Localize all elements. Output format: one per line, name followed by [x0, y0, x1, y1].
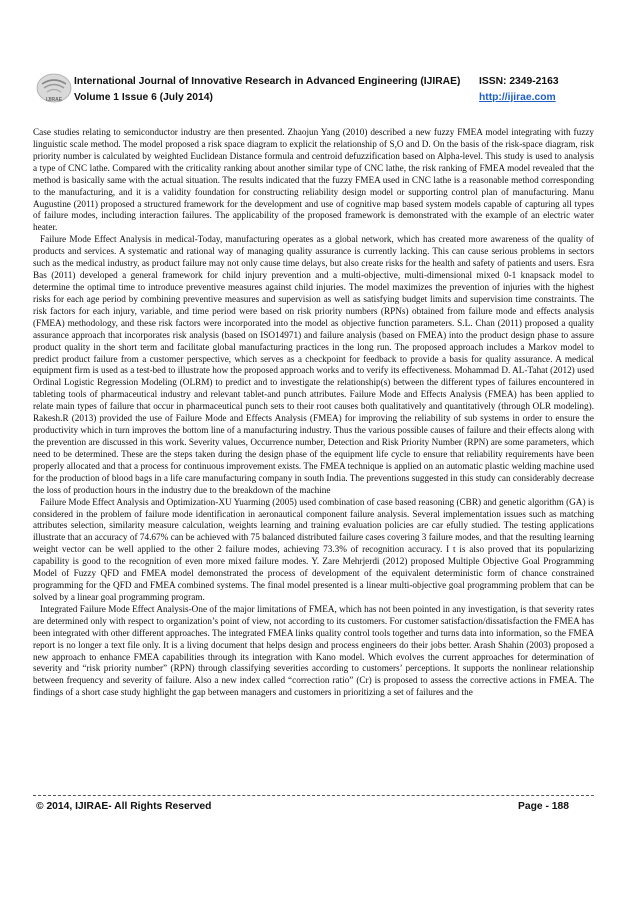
- body-paragraph-2: Failure Mode Effect Analysis in medical-Today, manufacturing operates as a global network, which has created more awareness of the quality of products and services. A systematic and rational way of managing quality assurance is currently lacking. This can cause serious problems in sectors such as the medical industry, as product failure may not only cause time delays, but also create risks for the health and safety of patients and users. Esra Bas (2011) developed a general framework for child injury prevention and a multi-objective, multi-dimensional mixed 0-1 knapsack model to determine the optimal time to introduce preventive measures against child injuries. The model maximizes the prevention of injuries with the highest risks for each age period by combining preventive measures and supervision as well as satisfying budget limits and supervision time constraints. The risk factors for each injury, variable, and time period were based on risk priority numbers (RPNs) obtained from failure mode and effects analysis (FMEA) methodology, and these risk factors were incorporated into the model as objective function parameters. S.L. Chan (2011) proposed a quality assurance approach that incorporates risk analysis (based on ISO14971) and failure analysis (based on FMEA) into the product design phase to assure product quality in the short term and facilitate global manufacturing practices in the long run. The proposed approach includes a Markov model to predict product failure from a customer perspective, which serves as a checkpoint for feedback to provide a basis for quality assurance. A medical equipment firm is used as a test-bed to illustrate how the proposed approach works and to verify its effectiveness. Mohammad D. AL-Tahat (2012) used Ordinal Logistic Regression Modeling (OLRM) to predict and to investigate the relationship(s) between the different types of failures encountered in tableting tools of pharmaceutical industry and relevant tablet-and punch attributes. Failure Mode and Effects Analysis (FMEA) has been applied to relate main types of failure that occur in pharmaceutical punch sets to their root causes both qualitatively and quantitatively (through OLR modeling). Rakesh.R (2013) provided the use of Failure Mode and Effects Analysis (FMEA) for improving the reliability of sub systems in order to ensure the productivity which in turn improves the bottom line of a manufacturing industry. Thus the various possible causes of failure and their effects along with the prevention are discussed in this work. Severity values, Occurrence number, Detection and Risk Priority Number (RPN) are some parameters, which need to be determined. These are the steps taken during the design phase of the equipment life cycle to ensure that reliability requirements have been properly allocated and that a process for continuous improvement exists. The FMEA technique is applied on an automatic plastic welding machine used for the production of blood bags in a life care manufacturing company in south India. The preventions suggested in this study can considerably decrease the loss of production hours in the industry due to the breakdown of the machine: [33, 234, 594, 495]
- page-header: [20, 72, 620, 108]
- body-paragraph-3: Failure Mode Effect Analysis and Optimization-XU Yuarming (2005) used combination of case based reasoning (CBR) and genetic algorithm (GA) is considered in the problem of failure mode identification in aeronautical component failure analysis. Several implementation issues such as matching attributes selection, similarity measure calculation, weights learning and training evaluation policies are car efully studied. The testing applications illustrate that an accuracy of 74.67% can be achieved with 75 balanced distributed failure cases covering 3 failure modes, and that the resulting learning weight vector can be well applied to the other 2 failure modes, achieving 73.3% of recognition accuracy. I t is also proved that its popularizing capability is good to the recognition of even more mixed failure modes. Y. Zare Mehrjerdi (2012) proposed Multiple Objective Goal Programming Model of Fuzzy QFD and FMEA model demonstrated the process of development of the equivalent deterministic form of chance constrained programming for the QFD and FMEA combined systems. The final model presented is a linear multi-objective goal programming problem that can be solved by a linear goal programming program.: [33, 496, 594, 602]
- journal-url-link[interactable]: http://ijirae.com: [479, 92, 556, 103]
- journal-meta: [479, 74, 559, 106]
- volume-line: Volume 1 Issue 6 (July 2014): [74, 92, 213, 103]
- logo-wordmark: IJIRAE: [45, 97, 63, 103]
- journal-logo: [34, 72, 74, 106]
- page-number: Page - 188: [518, 801, 569, 812]
- article-body: [33, 127, 594, 699]
- journal-title: International Journal of Innovative Research in Advanced Engineering (IJIRAE): [74, 76, 461, 87]
- issn: ISSN: 2349-2163: [479, 76, 559, 87]
- journal-heading: [74, 74, 460, 106]
- copyright-notice: © 2014, IJIRAE- All Rights Reserved: [36, 801, 212, 812]
- footer-divider: [33, 795, 594, 796]
- body-paragraph-4: Integrated Failure Mode Effect Analysis-One of the major limitations of FMEA, which has not been pointed in any investigation, is that severity rates are determined only with respect to organization’s point of view, not according to its customers. For customer satisfaction/dissatisfaction the FMEA has been integrated with other different approaches. The integrated FMEA links quality control tools together and turns data into information, so the FMEA report is no longer a text file only. It is a living document that helps design and process engineers do their jobs better. Arash Shahin (2003) proposed a new approach to enhance FMEA capabilities through its integration with Kano model. Which evolves the current approaches for determination of severity and “risk priority number” (RPN) through classifying severities according to customers’ perceptions. It supports the nonlinear relationship between frequency and severity of failure. Also a new index called “correction ratio” (Cr) is proposed to assess the corrective actions in FMEA. The findings of a short case study highlight the gap between managers and customers in prioritizing a set of failures and the: [33, 603, 594, 698]
- body-paragraph-1: Case studies relating to semiconductor industry are then presented. Zhaojun Yang (2010) described a new fuzzy FMEA model integrating with fuzzy linguistic scale method. The model proposed a risk space diagram to explicit the relationship of S,O and D. On the basis of the risk-space diagram, risk priority number is calculated by weighted Euclidean Distance formula and centroid defuzzification based on Alpha-level. This study is used to analysis a type of CNC lathe. Compared with the criticality ranking about another similar type of CNC lathe, the risk ranking of FMEA model revealed that the method is basically same with the actual situation. The results indicated that the fuzzy FMEA used in CNC lathe is a reasonable method corresponding to the manufacturing, and it is a validity foundation for constructing reliability design model or supporting control plan of manufacturing. Manu Augustine (2011) proposed a structured framework for the development and use of cognitive map based system models capable of capturing all types of failure modes, including interaction failures. The applicability of the proposed framework is demonstrated with the example of an electric water heater.: [33, 127, 594, 233]
